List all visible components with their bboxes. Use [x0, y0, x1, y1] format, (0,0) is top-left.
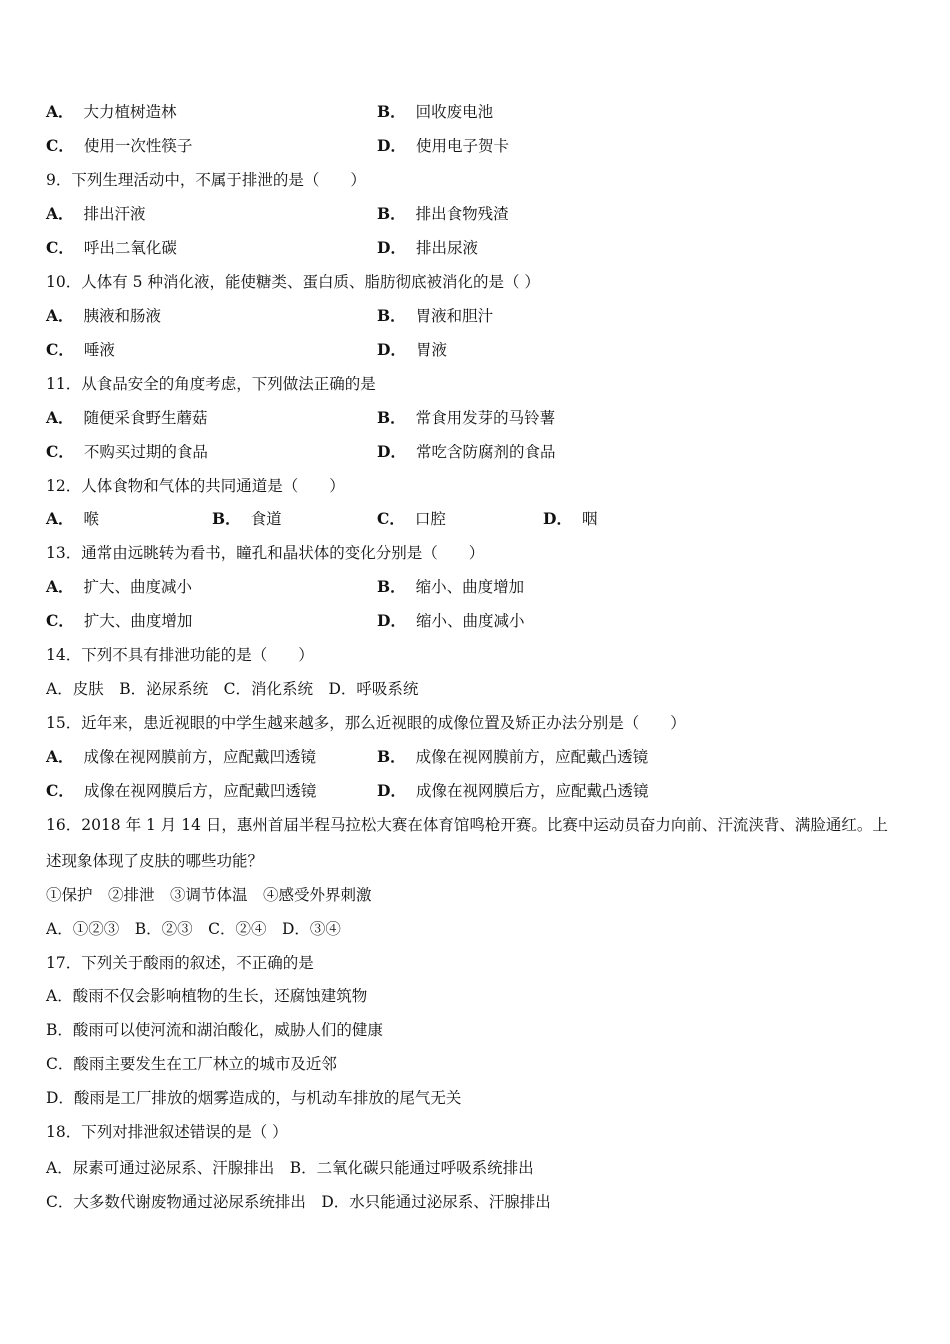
- option-text: 食道: [250, 510, 282, 528]
- option-text: 排出食物残渣: [415, 205, 509, 223]
- q10-option-a: [46, 305, 161, 327]
- q16-stem-line1: 16．2018 年 1 月 14 日，惠州首届半程马拉松大赛在体育馆鸣枪开赛。比赛中运动员奋力向前、汗流浃背、满脸通红。上: [46, 816, 888, 834]
- option-text: 使用一次性筷子: [83, 137, 193, 155]
- q15-option-c: [46, 780, 316, 802]
- q11-option-a: [46, 407, 208, 429]
- option-text: 排出尿液: [415, 239, 478, 257]
- option-text: 成像在视网膜后方，应配戴凹透镜: [83, 782, 317, 800]
- option-key: C．: [46, 340, 74, 359]
- option-text: 扩大、曲度减小: [83, 578, 193, 596]
- option-key: C．: [46, 611, 74, 630]
- option-key: D．: [377, 781, 406, 800]
- q13-option-d: [377, 610, 524, 632]
- q14-options: A．皮肤 B．泌尿系统 C．消化系统 D．呼吸系统: [46, 680, 419, 698]
- option-text: 缩小、曲度减小: [415, 612, 525, 630]
- q10-stem: 10．人体有 5 种消化液，能使糖类、蛋白质、脂肪彻底被消化的是（ ）: [46, 273, 540, 291]
- q17-option-d: D．酸雨是工厂排放的烟雾造成的，与机动车排放的尾气无关: [46, 1089, 462, 1107]
- option-key: A．: [46, 102, 74, 121]
- option-key: D．: [377, 611, 406, 630]
- option-key: D．: [377, 238, 406, 257]
- q18-options-line2: C．大多数代谢废物通过泌尿系统排出 D．水只能通过泌尿系、汗腺排出: [46, 1193, 551, 1211]
- option-key: B．: [377, 408, 406, 427]
- q18-options-line1: A．尿素可通过泌尿系、汗腺排出 B．二氧化碳只能通过呼吸系统排出: [46, 1159, 534, 1177]
- q17-option-b: B．酸雨可以使河流和湖泊酸化，威胁人们的健康: [46, 1021, 383, 1039]
- q17-option-c: C．酸雨主要发生在工厂林立的城市及近邻: [46, 1055, 337, 1073]
- option-key: A．: [46, 747, 74, 766]
- q12-option-c: [377, 508, 446, 530]
- q8-option-c: [46, 135, 192, 157]
- option-key: B．: [377, 102, 406, 121]
- option-key: B．: [377, 306, 406, 325]
- q17-stem: 17．下列关于酸雨的叙述，不正确的是: [46, 954, 314, 972]
- option-text: 常食用发芽的马铃薯: [415, 409, 556, 427]
- option-text: 大力植树造林: [83, 103, 177, 121]
- option-key: A．: [46, 306, 74, 325]
- option-text: 成像在视网膜前方，应配戴凸透镜: [415, 748, 649, 766]
- q10-option-b: [377, 305, 493, 327]
- option-key: C．: [46, 238, 74, 257]
- q13-stem: 13．通常由远眺转为看书，瞳孔和晶状体的变化分别是（ ）: [46, 544, 485, 562]
- option-key: C．: [377, 509, 405, 528]
- option-text: 呼出二氧化碳: [83, 239, 177, 257]
- q10-option-d: [377, 339, 447, 361]
- option-text: 回收废电池: [415, 103, 494, 121]
- option-text: 成像在视网膜后方，应配戴凸透镜: [415, 782, 649, 800]
- q10-option-c: [46, 339, 115, 361]
- q13-option-b: [377, 576, 524, 598]
- option-text: 排出汗液: [83, 205, 146, 223]
- option-key: A．: [46, 408, 74, 427]
- option-text: 咽: [581, 510, 598, 528]
- option-text: 使用电子贺卡: [415, 137, 509, 155]
- q15-stem: 15．近年来，患近视眼的中学生越来越多，那么近视眼的成像位置及矫正办法分别是（ ）: [46, 714, 686, 732]
- q16-items: ①保护 ②排泄 ③调节体温 ④感受外界刺激: [46, 886, 372, 904]
- q17-option-a: A．酸雨不仅会影响植物的生长，还腐蚀建筑物: [46, 987, 368, 1005]
- option-key: B．: [377, 204, 406, 223]
- option-key: C．: [46, 442, 74, 461]
- q15-option-d: [377, 780, 648, 802]
- q12-option-a: [46, 508, 99, 530]
- option-text: 成像在视网膜前方，应配戴凹透镜: [83, 748, 317, 766]
- q11-option-c: [46, 441, 208, 463]
- option-text: 喉: [83, 510, 100, 528]
- option-text: 唾液: [83, 341, 115, 359]
- q9-stem: 9．下列生理活动中，不属于排泄的是（ ）: [46, 171, 366, 189]
- q15-option-a: [46, 746, 316, 768]
- option-key: B．: [377, 577, 406, 596]
- option-key: C．: [46, 781, 74, 800]
- q11-stem: 11．从食品安全的角度考虑，下列做法正确的是: [46, 375, 376, 393]
- q15-option-b: [377, 746, 648, 768]
- q12-stem: 12．人体食物和气体的共同通道是（ ）: [46, 477, 345, 495]
- option-key: B．: [377, 747, 406, 766]
- q12-option-b: [212, 508, 282, 530]
- option-text: 不购买过期的食品: [83, 443, 208, 461]
- q9-option-d: [377, 237, 478, 259]
- option-key: B．: [212, 509, 241, 528]
- option-text: 随便采食野生蘑菇: [83, 409, 208, 427]
- q8-option-d: [377, 135, 509, 157]
- q13-option-a: [46, 576, 192, 598]
- option-text: 口腔: [414, 510, 446, 528]
- q11-option-d: [377, 441, 555, 463]
- q13-option-c: [46, 610, 192, 632]
- q9-option-a: [46, 203, 146, 225]
- option-text: 胃液和胆汁: [415, 307, 494, 325]
- option-key: C．: [46, 136, 74, 155]
- option-text: 扩大、曲度增加: [83, 612, 193, 630]
- q9-option-b: [377, 203, 509, 225]
- option-key: D．: [377, 340, 406, 359]
- q8-option-b: [377, 101, 493, 123]
- option-key: D．: [377, 442, 406, 461]
- option-key: D．: [377, 136, 406, 155]
- q9-option-c: [46, 237, 177, 259]
- option-text: 胃液: [415, 341, 447, 359]
- q12-option-d: [543, 508, 597, 530]
- q16-options: A．①②③ B．②③ C．②④ D．③④: [46, 920, 341, 938]
- option-key: A．: [46, 577, 74, 596]
- q18-stem: 18．下列对排泄叙述错误的是（ ）: [46, 1123, 288, 1141]
- option-text: 缩小、曲度增加: [415, 578, 525, 596]
- q16-stem-line2: 述现象体现了皮肤的哪些功能？: [46, 852, 264, 870]
- q8-option-a: [46, 101, 177, 123]
- q14-stem: 14．下列不具有排泄功能的是（ ）: [46, 646, 314, 664]
- option-key: A．: [46, 204, 74, 223]
- option-key: D．: [543, 509, 572, 528]
- option-key: A．: [46, 509, 74, 528]
- option-text: 胰液和肠液: [83, 307, 162, 325]
- q11-option-b: [377, 407, 555, 429]
- option-text: 常吃含防腐剂的食品: [415, 443, 556, 461]
